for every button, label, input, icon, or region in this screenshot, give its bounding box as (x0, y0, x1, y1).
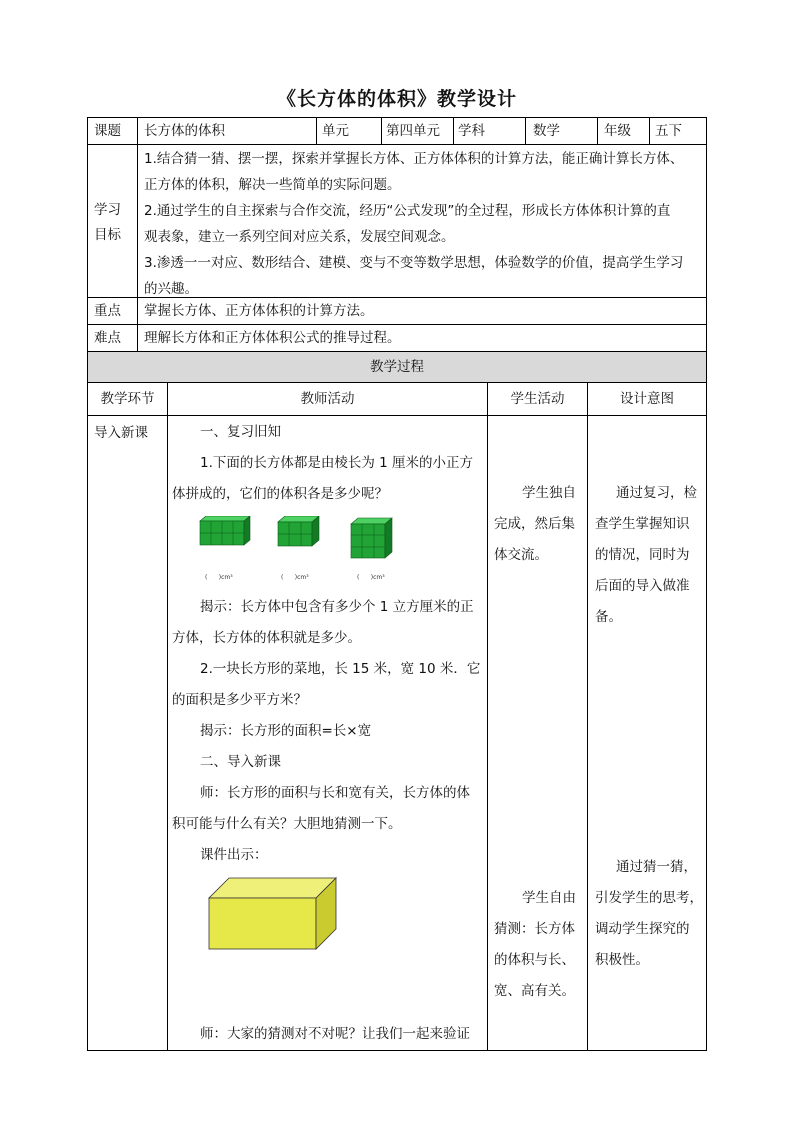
page-title: 《长方体的体积》教学设计 (276, 88, 517, 110)
stage-label: 导入新课 (94, 425, 148, 441)
teacher-line: 体拼成的，它们的体积各是多少呢？ (172, 486, 388, 502)
col-student: 学生活动 (510, 391, 565, 407)
cube-block-1 (200, 516, 250, 545)
col-stage: 教学环节 (100, 391, 155, 407)
subject-value: 数学 (533, 123, 560, 139)
design-intent-1 (595, 478, 697, 633)
difficulty-label: 难点 (94, 330, 121, 346)
unit-label: 单元 (322, 123, 349, 139)
student-line: 猜测：长方体 (494, 921, 575, 937)
intent-line: 的情况，同时为 (595, 547, 690, 563)
student-line: 体交流。 (494, 547, 548, 563)
objective-line: 观表象，建立一系列空间对应关系，发展空间观念。 (144, 229, 455, 245)
teacher-activity-block-3 (172, 1019, 470, 1050)
student-line: 宽、高有关。 (494, 983, 575, 999)
student-line: 学生自由 (522, 890, 576, 906)
intent-line: 查学生掌握知识 (595, 516, 690, 532)
cuboid-illustration (206, 875, 340, 953)
col-teacher: 教师活动 (300, 391, 355, 407)
objective-line: 2.通过学生的自主探索与合作交流，经历“公式发现”的全过程，形成长方体体积计算的直 (144, 203, 671, 219)
teacher-line: 2.一块长方形的菜地，长 15 米，宽 10 米．它 (200, 661, 481, 677)
key-point-label: 重点 (94, 303, 121, 319)
unit-value: 第四单元 (386, 123, 440, 139)
objective-line: 3.渗透一一对应、数形结合、建模、变与不变等数学思想，体验数学的价值，提高学生学习 (144, 255, 684, 271)
teacher-line: 课件出示： (200, 847, 268, 863)
student-line: 学生独自 (522, 485, 576, 501)
teacher-line: 二、导入新课 (200, 754, 281, 770)
teacher-line: 揭示：长方形的面积=长×宽 (200, 723, 372, 739)
teacher-line: 师：大家的猜测对不对呢？让我们一起来验证 (200, 1026, 470, 1042)
teacher-activity-block-1 (172, 417, 473, 510)
grade-label: 年级 (604, 123, 631, 139)
teacher-line: 积可能与什么有关？大胆地猜测一下。 (172, 816, 402, 832)
subject-label: 学科 (458, 123, 485, 139)
cube-answer-label-2: ( )cm³ (281, 574, 309, 581)
student-line: 完成，然后集 (494, 516, 575, 532)
cube-answer-label-1: ( )cm³ (205, 574, 233, 581)
cube-block-3 (351, 518, 392, 558)
difficulty-text: 理解长方体和正方体体积公式的推导过程。 (144, 330, 401, 346)
objectives-label-1: 学习 (94, 202, 121, 218)
objective-line: 的兴趣。 (144, 281, 198, 297)
intent-line: 调动学生探究的 (595, 921, 690, 937)
key-point-text: 掌握长方体、正方体体积的计算方法。 (144, 303, 374, 319)
teacher-line: 方体，长方体的体积就是多少。 (172, 630, 361, 646)
objectives-text (144, 146, 683, 302)
teacher-line: 一、复习旧知 (200, 424, 281, 440)
teacher-activity-block-2 (172, 592, 480, 871)
intent-line: 积极性。 (595, 952, 649, 968)
col-intent: 设计意图 (620, 391, 674, 407)
process-header: 教学过程 (370, 359, 424, 375)
student-activity-2 (494, 883, 576, 1007)
grade-value: 五下 (655, 123, 682, 139)
student-line: 的体积与长、 (494, 952, 575, 968)
intent-line: 通过猜一猜， (616, 859, 697, 875)
objective-line: 正方体的体积，解决一些简单的实际问题。 (144, 177, 401, 193)
intent-line: 后面的导入做准 (595, 578, 690, 594)
teacher-line: 的面积是多少平方米？ (172, 692, 307, 708)
cube-answer-label-3: ( )cm³ (357, 574, 385, 581)
intent-line: 备。 (595, 609, 622, 625)
objectives-label-2: 目标 (94, 227, 121, 243)
design-intent-2 (595, 852, 703, 976)
objective-line: 1.结合猜一猜、摆一摆，探索并掌握长方体、正方体体积的计算方法，能正确计算长方体、 (144, 151, 684, 167)
teacher-line: 师：长方形的面积与长和宽有关，长方体的体 (200, 785, 470, 801)
teacher-line: 揭示：长方体中包含有多少个 1 立方厘米的正 (200, 599, 474, 615)
topic-label: 课题 (94, 123, 121, 139)
intent-line: 通过复习，检 (616, 485, 697, 501)
topic-value: 长方体的体积 (144, 123, 225, 139)
teacher-line: 1.下面的长方体都是由棱长为 1 厘米的小正方 (200, 455, 474, 471)
student-activity-1 (494, 478, 576, 571)
intent-line: 引发学生的思考， (595, 890, 703, 906)
cube-block-2 (278, 516, 319, 546)
